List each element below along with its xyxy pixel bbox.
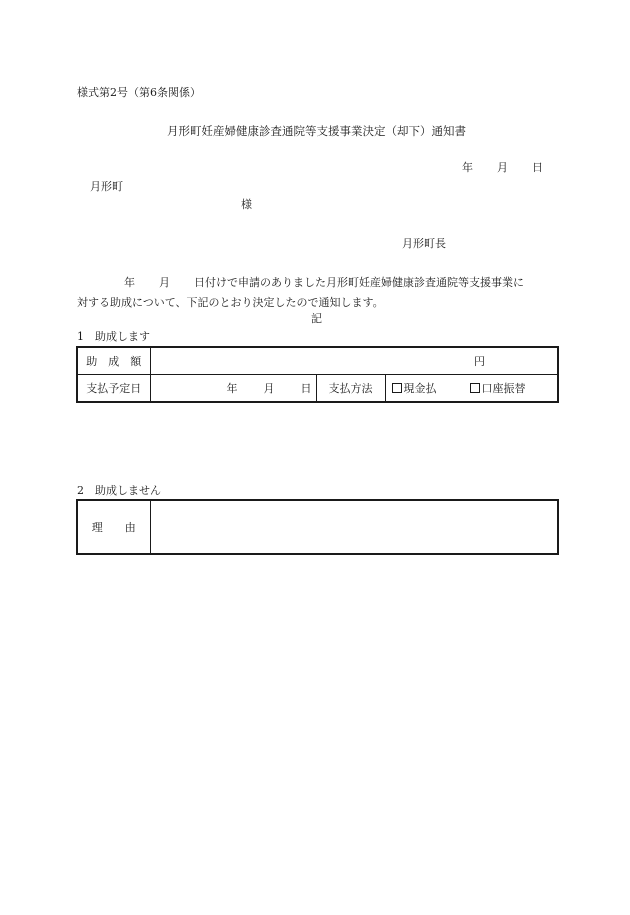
- addressee-town: 月形町: [90, 180, 123, 193]
- document-title: 月形町妊産婦健康診査通院等支援事業決定（却下）通知書: [167, 124, 466, 138]
- notice-body: [77, 273, 524, 313]
- body-year: 年: [124, 276, 135, 289]
- form-number-label: 様式第2号（第6条関係）: [77, 86, 201, 99]
- reason-table: [76, 499, 559, 555]
- amount-row: [77, 347, 558, 375]
- pay-date-field[interactable]: [150, 375, 316, 403]
- transfer-checkbox[interactable]: [470, 383, 480, 393]
- body-line1: 日付けで申請のありました月形町妊産婦健康診査通院等支援事業に: [194, 276, 524, 289]
- issuer-name: 月形町長: [402, 237, 446, 250]
- section2-heading: 2 助成しません: [77, 484, 161, 497]
- grant-table: [76, 346, 559, 403]
- issue-date-month: 月: [497, 161, 508, 174]
- cash-label: 現金払: [403, 382, 437, 395]
- addressee-honorific: 様: [241, 198, 252, 211]
- method-options: [385, 375, 558, 403]
- reason-field[interactable]: [150, 500, 558, 554]
- body-month: 月: [159, 276, 170, 289]
- pay-date-year: 年: [226, 382, 238, 395]
- reason-label: 理 由: [77, 500, 150, 554]
- issue-date-day: 日: [532, 161, 543, 174]
- pay-date-month: 月: [263, 382, 275, 395]
- amount-label: 助 成 額: [77, 347, 150, 375]
- issue-date: [462, 161, 543, 175]
- method-label: 支払方法: [316, 375, 385, 403]
- transfer-label: 口座振替: [481, 382, 526, 395]
- cash-checkbox[interactable]: [392, 383, 402, 393]
- option-transfer[interactable]: [470, 380, 526, 396]
- section1-heading: 1 助成します: [77, 330, 150, 343]
- amount-unit: 円: [474, 355, 486, 368]
- pay-date-day: 日: [300, 382, 312, 395]
- reason-row: [77, 500, 558, 554]
- amount-field[interactable]: [150, 347, 558, 375]
- payment-row: [77, 375, 558, 403]
- body-line2: 対する助成について、下記のとおり決定したので通知します。: [77, 296, 384, 309]
- option-cash[interactable]: [392, 380, 437, 396]
- pay-date-label: 支払予定日: [77, 375, 150, 403]
- issue-date-year: 年: [462, 161, 473, 174]
- ki-marker: 記: [311, 312, 322, 325]
